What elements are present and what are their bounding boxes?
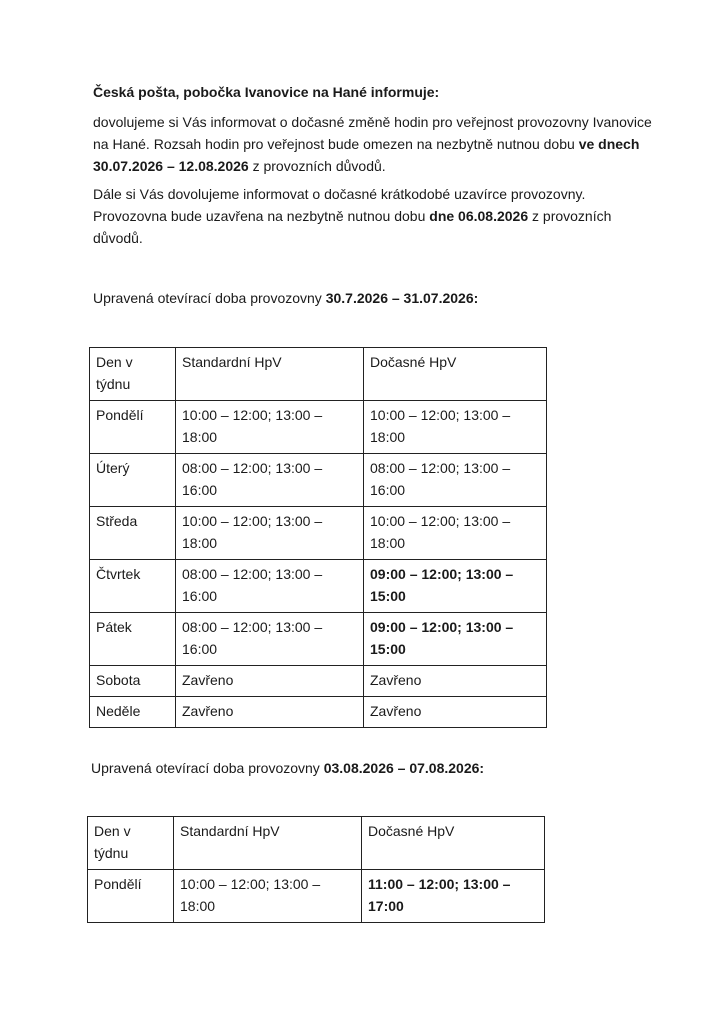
standard-hours-cell: 10:00 – 12:00; 13:00 – 18:00	[176, 507, 364, 560]
paragraph-text: z provozních důvodů.	[93, 208, 612, 246]
temporary-hours-cell: 09:00 – 12:00; 13:00 – 15:00	[364, 613, 547, 666]
standard-hours-cell: Zavřeno	[176, 697, 364, 728]
table-row	[90, 507, 547, 560]
paragraph-closure-date: dne 06.08.2026	[429, 208, 529, 224]
table-row	[90, 454, 547, 507]
table-title-text: Upravená otevírací doba provozovny	[91, 760, 324, 776]
header-temporary: Dočasné HpV	[362, 817, 545, 870]
temporary-hours-cell: 10:00 – 12:00; 13:00 – 18:00	[364, 401, 547, 454]
temporary-hours-cell: Zavřeno	[364, 697, 547, 728]
day-cell: Neděle	[90, 697, 176, 728]
table-row	[88, 870, 545, 923]
standard-hours-cell: 10:00 – 12:00; 13:00 – 18:00	[174, 870, 362, 923]
table1-title	[93, 288, 478, 308]
paragraph-text: Dále si Vás dovolujeme informovat o dočasné krátkodobé uzavírce provozovny. Provozovna bude uzavřena na nezbytně nutnou dobu	[93, 186, 586, 224]
paragraph-text: dovolujeme si Vás informovat o dočasné změně hodin pro veřejnost provozovny Ivanovice na Hané. Rozsah hodin pro veřejnost bude omezen na nezbytně nutnou dobu	[93, 114, 652, 152]
paragraph-text: z provozních důvodů.	[248, 158, 386, 174]
header-standard: Standardní HpV	[174, 817, 362, 870]
temporary-hours-cell: 11:00 – 12:00; 13:00 – 17:00	[362, 870, 545, 923]
standard-hours-cell: 10:00 – 12:00; 13:00 – 18:00	[176, 401, 364, 454]
day-cell: Středa	[90, 507, 176, 560]
day-cell: Úterý	[90, 454, 176, 507]
table-row	[90, 697, 547, 728]
standard-hours-cell: 08:00 – 12:00; 13:00 – 16:00	[176, 560, 364, 613]
table-row	[90, 401, 547, 454]
standard-hours-cell: 08:00 – 12:00; 13:00 – 16:00	[176, 613, 364, 666]
notice-paragraph-closure	[93, 183, 653, 249]
table-row	[90, 666, 547, 697]
standard-hours-cell: 08:00 – 12:00; 13:00 – 16:00	[176, 454, 364, 507]
table-row	[90, 613, 547, 666]
header-day: Den v týdnu	[90, 348, 176, 401]
day-cell: Pondělí	[90, 401, 176, 454]
temporary-hours-cell: Zavřeno	[364, 666, 547, 697]
table-title-dates: 03.08.2026 – 07.08.2026:	[323, 760, 485, 776]
opening-hours-table-2	[87, 816, 545, 923]
table-row	[90, 560, 547, 613]
table-header-row	[90, 348, 547, 401]
day-cell: Pátek	[90, 613, 176, 666]
table-title-text: Upravená otevírací doba provozovny	[93, 290, 326, 306]
header-standard: Standardní HpV	[176, 348, 364, 401]
table-header-row	[88, 817, 545, 870]
notice-heading: Česká pošta, pobočka Ivanovice na Hané informuje:	[93, 84, 440, 100]
notice-paragraph-hours-change	[93, 111, 653, 177]
table-title-dates: 30.7.2026 – 31.07.2026:	[325, 290, 479, 306]
day-cell: Pondělí	[88, 870, 174, 923]
day-cell: Sobota	[90, 666, 176, 697]
temporary-hours-cell: 09:00 – 12:00; 13:00 – 15:00	[364, 560, 547, 613]
paragraph-date-range: ve dnech 30.07.2026 – 12.08.2026	[93, 136, 640, 174]
temporary-hours-cell: 08:00 – 12:00; 13:00 – 16:00	[364, 454, 547, 507]
day-cell: Čtvrtek	[90, 560, 176, 613]
header-day: Den v týdnu	[88, 817, 174, 870]
temporary-hours-cell: 10:00 – 12:00; 13:00 – 18:00	[364, 507, 547, 560]
standard-hours-cell: Zavřeno	[176, 666, 364, 697]
opening-hours-table-1	[89, 347, 547, 728]
header-temporary: Dočasné HpV	[364, 348, 547, 401]
table2-title	[91, 758, 484, 778]
